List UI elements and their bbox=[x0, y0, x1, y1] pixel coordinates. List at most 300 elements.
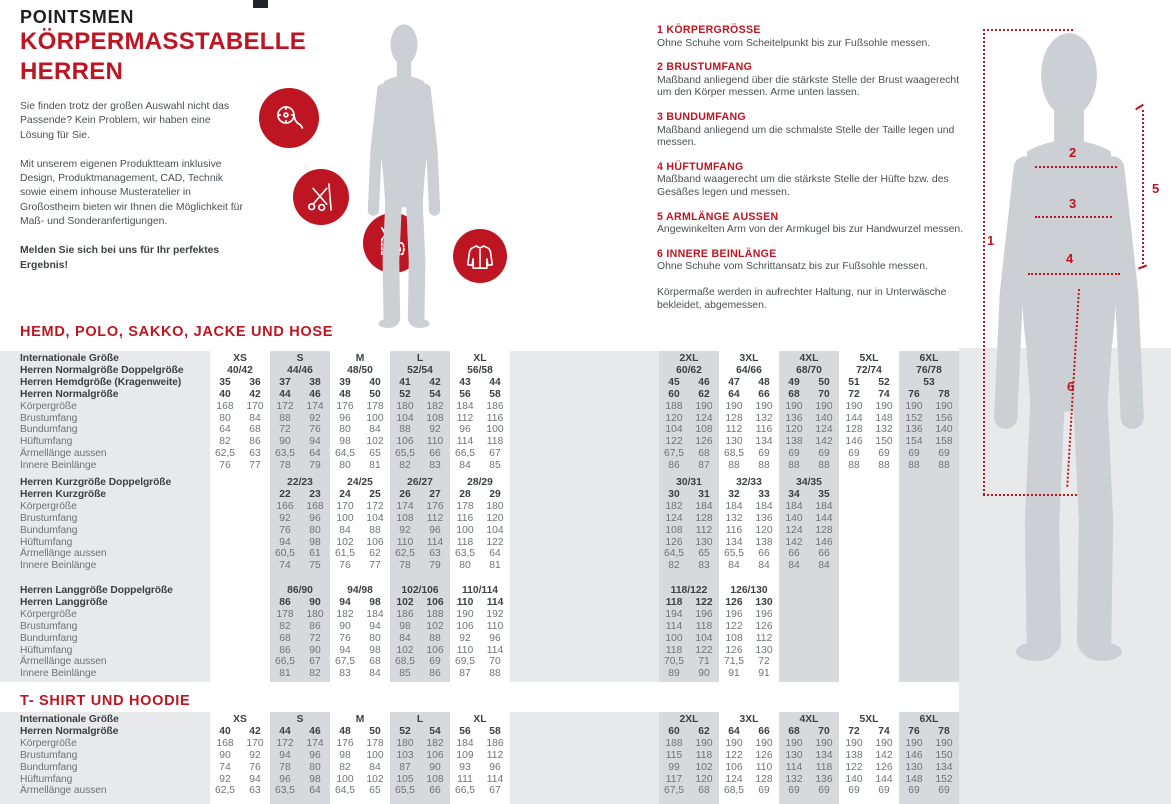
value-cell: 77 bbox=[369, 560, 381, 572]
value-cell: 69 bbox=[429, 656, 441, 668]
value-cell: 76 bbox=[339, 560, 351, 572]
value-cell: 54 bbox=[429, 388, 441, 400]
value-cell: 138 bbox=[755, 536, 773, 548]
size-cell: M bbox=[355, 353, 365, 364]
value-cell: 116 bbox=[725, 524, 743, 536]
figure-label-4: 4 bbox=[1066, 251, 1074, 266]
measuring-tape-icon bbox=[270, 99, 308, 137]
value-cell: 104 bbox=[695, 632, 713, 644]
size-cell: 3XL bbox=[739, 714, 759, 725]
value-cell: 86 bbox=[429, 668, 441, 680]
value-cell: 88 bbox=[938, 460, 950, 472]
value-cell: 190 bbox=[875, 737, 893, 749]
value-cell: 134 bbox=[725, 536, 743, 548]
male-silhouette-large bbox=[976, 24, 1162, 684]
value-cell: 122 bbox=[725, 749, 743, 761]
value-cell: 94 bbox=[249, 773, 261, 785]
value-cell: 130 bbox=[755, 644, 773, 656]
size-cell: 72/74 bbox=[856, 364, 882, 376]
value-cell: 69 bbox=[938, 448, 950, 460]
value-cell: 104 bbox=[665, 424, 683, 436]
row-label: Ärmellänge aussen bbox=[20, 548, 107, 560]
value-cell: 70,5 bbox=[663, 656, 685, 668]
value-cell: 132 bbox=[785, 773, 803, 785]
value-cell: 184 bbox=[785, 500, 803, 512]
row-label: Herren Langgröße bbox=[20, 596, 108, 608]
size-cell: 32/33 bbox=[736, 477, 762, 488]
value-cell: 63 bbox=[249, 785, 261, 797]
value-cell: 180 bbox=[396, 400, 414, 412]
table-row bbox=[0, 501, 960, 513]
value-cell: 150 bbox=[935, 749, 953, 761]
value-cell: 124 bbox=[665, 512, 683, 524]
value-cell: 112 bbox=[695, 524, 713, 536]
value-cell: 88 bbox=[728, 460, 740, 472]
value-cell: 110 bbox=[456, 596, 474, 608]
value-cell: 190 bbox=[875, 400, 893, 412]
value-cell: 84 bbox=[728, 560, 740, 572]
value-cell: 94 bbox=[309, 436, 321, 448]
value-cell: 37 bbox=[279, 376, 291, 388]
value-cell: 81 bbox=[279, 668, 291, 680]
value-cell: 85 bbox=[489, 460, 501, 472]
value-cell: 98 bbox=[369, 644, 381, 656]
table-row bbox=[0, 413, 960, 425]
value-cell: 140 bbox=[845, 773, 863, 785]
value-cell: 108 bbox=[426, 412, 444, 424]
value-cell: 138 bbox=[785, 436, 803, 448]
row-label: Herren Normalgröße Doppelgröße bbox=[20, 364, 184, 376]
instruction-item-4 bbox=[657, 161, 975, 200]
value-cell: 104 bbox=[366, 512, 384, 524]
jacket-badge bbox=[453, 229, 507, 283]
value-cell: 74 bbox=[878, 725, 890, 737]
figure-label-2: 2 bbox=[1069, 145, 1077, 160]
value-cell: 65 bbox=[698, 548, 710, 560]
value-cell: 140 bbox=[785, 512, 803, 524]
value-cell: 117 bbox=[665, 773, 683, 785]
value-cell: 89 bbox=[668, 668, 680, 680]
size-cell: 64/66 bbox=[736, 364, 762, 376]
value-cell: 120 bbox=[785, 424, 803, 436]
value-cell: 106 bbox=[426, 596, 444, 608]
table-row bbox=[0, 785, 960, 797]
value-cell: 61,5 bbox=[334, 548, 356, 560]
value-cell: 126 bbox=[665, 536, 683, 548]
row-label: Herren Normalgröße bbox=[20, 725, 119, 737]
value-cell: 108 bbox=[665, 524, 683, 536]
value-cell: 33 bbox=[758, 488, 770, 500]
size-cell: 3XL bbox=[739, 353, 759, 364]
table-row bbox=[0, 401, 960, 413]
instruction-title: 5 ARMLÄNGE AUSSEN bbox=[657, 210, 779, 223]
value-cell: 144 bbox=[815, 512, 833, 524]
value-cell: 94 bbox=[339, 644, 351, 656]
value-cell: 87 bbox=[399, 761, 411, 773]
value-cell: 142 bbox=[875, 749, 893, 761]
value-cell: 66 bbox=[818, 548, 830, 560]
value-cell: 140 bbox=[935, 424, 953, 436]
value-cell: 122 bbox=[695, 644, 713, 656]
value-cell: 64 bbox=[489, 548, 501, 560]
value-cell: 66,5 bbox=[454, 785, 476, 797]
value-cell: 66 bbox=[758, 548, 770, 560]
value-cell: 92 bbox=[459, 632, 471, 644]
table-row bbox=[0, 774, 960, 786]
table-row bbox=[0, 448, 960, 460]
value-cell: 78 bbox=[399, 560, 411, 572]
value-cell: 69,5 bbox=[454, 656, 476, 668]
size-cell: 26/27 bbox=[407, 477, 433, 488]
value-cell: 128 bbox=[695, 512, 713, 524]
value-cell: 66 bbox=[758, 388, 770, 400]
value-cell: 138 bbox=[845, 749, 863, 761]
value-cell: 50 bbox=[369, 388, 381, 400]
value-cell: 44 bbox=[279, 388, 291, 400]
size-cell: 28/29 bbox=[467, 477, 493, 488]
value-cell: 72 bbox=[848, 725, 860, 737]
value-cell: 94 bbox=[339, 596, 351, 608]
value-cell: 196 bbox=[725, 608, 743, 620]
value-cell: 35 bbox=[219, 376, 231, 388]
value-cell: 63,5 bbox=[454, 548, 476, 560]
value-cell: 71,5 bbox=[723, 656, 745, 668]
value-cell: 76 bbox=[249, 761, 261, 773]
row-label: Hüftumfang bbox=[20, 536, 73, 548]
value-cell: 110 bbox=[396, 536, 414, 548]
value-cell: 85 bbox=[399, 668, 411, 680]
value-cell: 90 bbox=[309, 644, 321, 656]
table-row bbox=[0, 645, 960, 657]
value-cell: 68 bbox=[279, 632, 291, 644]
section1-heading: HEMD, POLO, SAKKO, JACKE UND HOSE bbox=[20, 324, 334, 340]
value-cell: 130 bbox=[695, 536, 713, 548]
value-cell: 76 bbox=[219, 460, 231, 472]
value-cell: 184 bbox=[695, 500, 713, 512]
value-cell: 174 bbox=[306, 400, 324, 412]
value-cell: 124 bbox=[815, 424, 833, 436]
height-line bbox=[983, 29, 985, 495]
scissors-badge bbox=[293, 169, 349, 225]
value-cell: 66 bbox=[429, 785, 441, 797]
instruction-title: 3 BUNDUMFANG bbox=[657, 110, 746, 123]
page-title-line1: KÖRPERMASSTABELLE bbox=[20, 28, 306, 55]
row-label: Herren Langgröße Doppelgröße bbox=[20, 585, 173, 596]
value-cell: 144 bbox=[845, 412, 863, 424]
instruction-title: 6 INNERE BEINLÄNGE bbox=[657, 247, 777, 260]
value-cell: 174 bbox=[396, 500, 414, 512]
figure-label-6: 6 bbox=[1067, 379, 1075, 394]
value-cell: 126 bbox=[725, 644, 743, 656]
row-label: Hüftumfang bbox=[20, 773, 73, 785]
value-cell: 68 bbox=[788, 725, 800, 737]
page-title-line2: HERREN bbox=[20, 58, 124, 85]
value-cell: 124 bbox=[695, 412, 713, 424]
value-cell: 90 bbox=[219, 749, 231, 761]
value-cell: 88 bbox=[369, 524, 381, 536]
table-row bbox=[0, 750, 960, 762]
size-cell: L bbox=[416, 353, 424, 364]
value-cell: 83 bbox=[339, 668, 351, 680]
value-cell: 69 bbox=[938, 785, 950, 797]
row-label: Hüftumfang bbox=[20, 644, 73, 656]
value-cell: 62,5 bbox=[394, 548, 416, 560]
value-cell: 110 bbox=[486, 620, 504, 632]
value-cell: 126 bbox=[695, 436, 713, 448]
value-cell: 84 bbox=[339, 524, 351, 536]
value-cell: 130 bbox=[755, 596, 773, 608]
size-cell: 30/31 bbox=[676, 477, 702, 488]
instruction-item-2 bbox=[657, 61, 975, 100]
size-cell: 34/35 bbox=[796, 477, 822, 488]
value-cell: 96 bbox=[489, 632, 501, 644]
value-cell: 102 bbox=[695, 761, 713, 773]
value-cell: 166 bbox=[276, 500, 294, 512]
value-cell: 96 bbox=[309, 512, 321, 524]
value-cell: 83 bbox=[698, 560, 710, 572]
value-cell: 65,5 bbox=[394, 785, 416, 797]
instruction-item-1 bbox=[657, 24, 975, 50]
measuring-instructions bbox=[657, 24, 975, 322]
value-cell: 190 bbox=[725, 400, 743, 412]
value-cell: 42 bbox=[249, 725, 261, 737]
size-cell: XS bbox=[233, 353, 247, 364]
value-cell: 146 bbox=[905, 749, 923, 761]
table-row bbox=[0, 609, 960, 621]
value-cell: 80 bbox=[339, 424, 351, 436]
value-cell: 76 bbox=[279, 524, 291, 536]
value-cell: 72 bbox=[309, 632, 321, 644]
table-row bbox=[0, 548, 960, 560]
value-cell: 128 bbox=[755, 773, 773, 785]
table-row bbox=[0, 477, 960, 489]
value-cell: 36 bbox=[249, 376, 261, 388]
value-cell: 190 bbox=[935, 400, 953, 412]
value-cell: 76 bbox=[339, 632, 351, 644]
value-cell: 108 bbox=[725, 632, 743, 644]
value-cell: 65 bbox=[369, 785, 381, 797]
row-label: Internationale Größe bbox=[20, 714, 119, 725]
table-row bbox=[0, 726, 960, 738]
value-cell: 98 bbox=[339, 436, 351, 448]
row-label: Innere Beinlänge bbox=[20, 668, 97, 680]
row-label: Körpergröße bbox=[20, 608, 77, 620]
value-cell: 68 bbox=[698, 448, 710, 460]
value-cell: 112 bbox=[725, 424, 743, 436]
value-cell: 178 bbox=[366, 400, 384, 412]
value-cell: 105 bbox=[396, 773, 414, 785]
value-cell: 65 bbox=[369, 448, 381, 460]
value-cell: 66 bbox=[429, 448, 441, 460]
instruction-text: Angewinkelten Arm von der Armkugel bis zur Handwurzel messen. bbox=[657, 224, 964, 236]
value-cell: 64 bbox=[728, 725, 740, 737]
value-cell: 108 bbox=[396, 512, 414, 524]
value-cell: 128 bbox=[815, 524, 833, 536]
value-cell: 118 bbox=[456, 536, 474, 548]
value-cell: 68 bbox=[788, 388, 800, 400]
value-cell: 84 bbox=[369, 761, 381, 773]
value-cell: 184 bbox=[456, 737, 474, 749]
value-cell: 94 bbox=[279, 749, 291, 761]
row-label: Brustumfang bbox=[20, 412, 78, 424]
value-cell: 78 bbox=[279, 761, 291, 773]
table-row bbox=[0, 513, 960, 525]
value-cell: 100 bbox=[456, 524, 474, 536]
value-cell: 180 bbox=[486, 500, 504, 512]
value-cell: 132 bbox=[755, 412, 773, 424]
row-label: Innere Beinlänge bbox=[20, 560, 97, 572]
value-cell: 146 bbox=[815, 536, 833, 548]
value-cell: 34 bbox=[788, 488, 800, 500]
size-cell: 110/114 bbox=[461, 585, 499, 596]
value-cell: 69 bbox=[848, 448, 860, 460]
value-cell: 178 bbox=[366, 737, 384, 749]
value-cell: 150 bbox=[875, 436, 893, 448]
row-label: Bundumfang bbox=[20, 524, 78, 536]
value-cell: 80 bbox=[459, 560, 471, 572]
table-row bbox=[0, 656, 960, 668]
value-cell: 98 bbox=[369, 596, 381, 608]
value-cell: 148 bbox=[905, 773, 923, 785]
row-label: Internationale Größe bbox=[20, 353, 119, 364]
size-cell: 60/62 bbox=[676, 364, 702, 376]
value-cell: 96 bbox=[459, 424, 471, 436]
value-cell: 186 bbox=[486, 737, 504, 749]
value-cell: 72 bbox=[758, 656, 770, 668]
value-cell: 148 bbox=[875, 412, 893, 424]
value-cell: 64,5 bbox=[334, 785, 356, 797]
value-cell: 88 bbox=[818, 460, 830, 472]
value-cell: 42 bbox=[249, 388, 261, 400]
value-cell: 69 bbox=[758, 785, 770, 797]
value-cell: 62 bbox=[698, 388, 710, 400]
value-cell: 134 bbox=[935, 761, 953, 773]
value-cell: 114 bbox=[665, 620, 683, 632]
value-cell: 67 bbox=[309, 656, 321, 668]
value-cell: 184 bbox=[725, 500, 743, 512]
value-cell: 152 bbox=[905, 412, 923, 424]
value-cell: 132 bbox=[725, 512, 743, 524]
value-cell: 114 bbox=[486, 773, 504, 785]
value-cell: 72 bbox=[279, 424, 291, 436]
table-row bbox=[0, 633, 960, 645]
value-cell: 114 bbox=[426, 536, 444, 548]
value-cell: 75 bbox=[309, 560, 321, 572]
value-cell: 50 bbox=[369, 725, 381, 737]
value-cell: 118 bbox=[665, 596, 683, 608]
value-cell: 122 bbox=[725, 620, 743, 632]
value-cell: 96 bbox=[309, 749, 321, 761]
value-cell: 88 bbox=[878, 460, 890, 472]
value-cell: 176 bbox=[336, 400, 354, 412]
value-cell: 78 bbox=[279, 460, 291, 472]
value-cell: 64 bbox=[309, 448, 321, 460]
value-cell: 90 bbox=[698, 668, 710, 680]
value-cell: 64 bbox=[309, 785, 321, 797]
value-cell: 174 bbox=[306, 737, 324, 749]
size-cell: 76/78 bbox=[916, 364, 942, 376]
height-line-bottom bbox=[983, 494, 1077, 496]
value-cell: 88 bbox=[848, 460, 860, 472]
instruction-text: Ohne Schuhe vom Schrittansatz bis zur Fußsohle messen. bbox=[657, 261, 928, 273]
value-cell: 60 bbox=[668, 388, 680, 400]
size-cell: S bbox=[296, 714, 304, 725]
value-cell: 91 bbox=[758, 668, 770, 680]
size-cell: 56/58 bbox=[467, 364, 493, 376]
table-row bbox=[0, 537, 960, 549]
value-cell: 46 bbox=[309, 388, 321, 400]
value-cell: 65,5 bbox=[723, 548, 745, 560]
row-label: Herren Kurzgröße bbox=[20, 488, 106, 500]
row-label: Herren Hemdgröße (Kragenweite) bbox=[20, 376, 182, 388]
table-row bbox=[0, 436, 960, 448]
value-cell: 66,5 bbox=[274, 656, 296, 668]
value-cell: 126 bbox=[755, 749, 773, 761]
value-cell: 102 bbox=[366, 436, 384, 448]
value-cell: 190 bbox=[935, 737, 953, 749]
value-cell: 176 bbox=[336, 737, 354, 749]
value-cell: 88 bbox=[908, 460, 920, 472]
value-cell: 190 bbox=[905, 400, 923, 412]
value-cell: 92 bbox=[399, 524, 411, 536]
value-cell: 80 bbox=[309, 524, 321, 536]
value-cell: 100 bbox=[366, 749, 384, 761]
size-cell: 102/106 bbox=[401, 585, 439, 596]
row-label: Ärmellänge aussen bbox=[20, 785, 107, 797]
value-cell: 47 bbox=[728, 376, 740, 388]
row-label: Herren Normalgröße bbox=[20, 388, 119, 400]
value-cell: 168 bbox=[306, 500, 324, 512]
value-cell: 120 bbox=[486, 512, 504, 524]
value-cell: 74 bbox=[878, 388, 890, 400]
size-cell: 2XL bbox=[679, 353, 699, 364]
value-cell: 84 bbox=[758, 560, 770, 572]
value-cell: 100 bbox=[665, 632, 683, 644]
size-cell: XL bbox=[473, 714, 487, 725]
size-cell: 48/50 bbox=[347, 364, 373, 376]
scissors-icon bbox=[303, 179, 339, 215]
value-cell: 88 bbox=[758, 460, 770, 472]
value-cell: 65,5 bbox=[394, 448, 416, 460]
measuring-tape-badge bbox=[259, 88, 319, 148]
row-label: Brustumfang bbox=[20, 749, 78, 761]
value-cell: 27 bbox=[429, 488, 441, 500]
value-cell: 146 bbox=[845, 436, 863, 448]
value-cell: 63 bbox=[429, 548, 441, 560]
value-cell: 98 bbox=[399, 620, 411, 632]
value-cell: 196 bbox=[755, 608, 773, 620]
value-cell: 68,5 bbox=[723, 785, 745, 797]
value-cell: 122 bbox=[665, 436, 683, 448]
value-cell: 114 bbox=[785, 761, 803, 773]
value-cell: 144 bbox=[875, 773, 893, 785]
size-cell: 94/98 bbox=[347, 585, 373, 596]
table-row bbox=[0, 489, 960, 501]
value-cell: 66 bbox=[758, 725, 770, 737]
value-cell: 118 bbox=[695, 749, 713, 761]
value-cell: 66 bbox=[788, 548, 800, 560]
value-cell: 94 bbox=[369, 620, 381, 632]
value-cell: 58 bbox=[489, 388, 501, 400]
value-cell: 23 bbox=[309, 488, 321, 500]
value-cell: 92 bbox=[219, 773, 231, 785]
value-cell: 84 bbox=[249, 412, 261, 424]
size-cell: L bbox=[416, 714, 424, 725]
value-cell: 172 bbox=[276, 400, 294, 412]
value-cell: 79 bbox=[309, 460, 321, 472]
intro-paragraph-3: Melden Sie sich bei uns für Ihr perfektes Ergebnis! bbox=[20, 245, 220, 271]
value-cell: 182 bbox=[426, 737, 444, 749]
